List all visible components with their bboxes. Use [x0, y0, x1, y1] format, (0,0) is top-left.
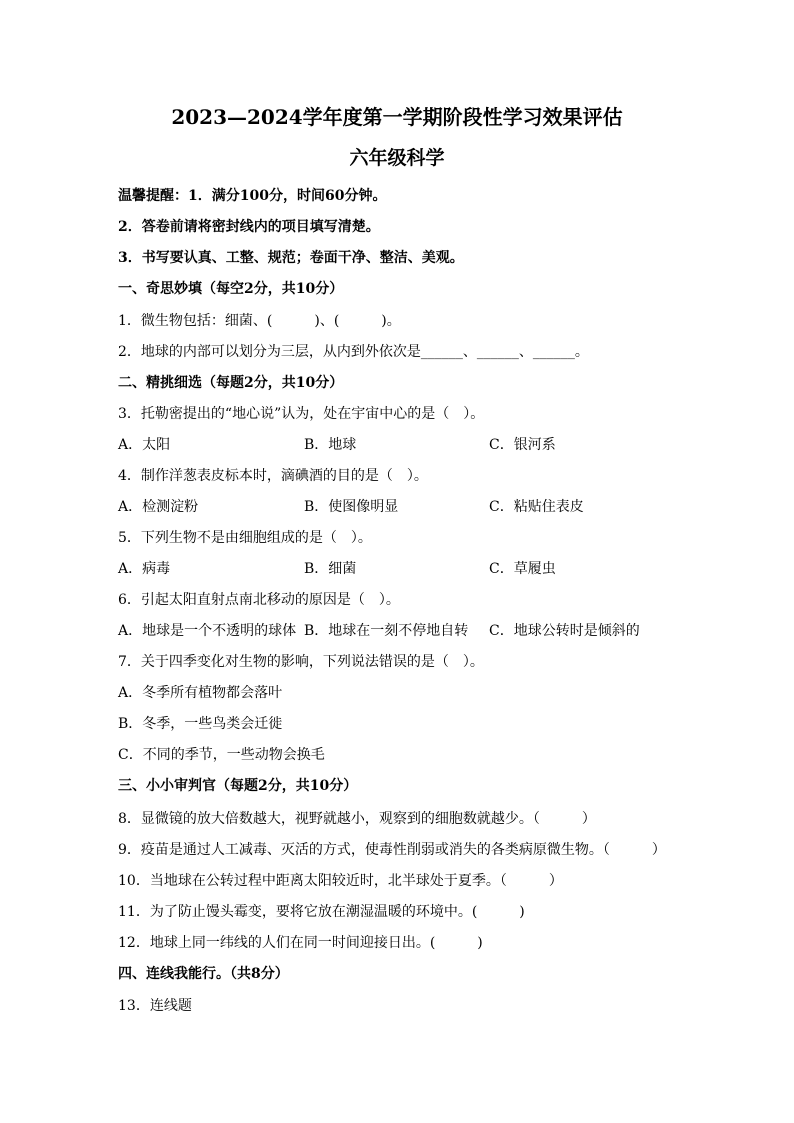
- tip-line-2: 2．答卷前请将密封线内的项目填写清楚。: [118, 219, 380, 235]
- exam-title: 2023—2024学年度第一学期阶段性学习效果评估: [171, 105, 623, 129]
- q5-option-b: B．细菌: [304, 561, 357, 577]
- q7-option-a: A．冬季所有植物都会落叶: [118, 685, 283, 701]
- section-heading-fill: 一、奇思妙填（每空2分，共10分）: [118, 281, 344, 297]
- exam-subtitle: 六年级科学: [349, 147, 445, 169]
- q5-option-c: C．草履虫: [489, 561, 556, 577]
- q6-option-c: C．地球公转时是倾斜的: [489, 623, 640, 639]
- q4-option-b: B．使图像明显: [304, 499, 399, 515]
- q7-option-b: B．冬季，一些鸟类会迁徙: [118, 716, 283, 732]
- question-3: 3．托勒密提出的“地心说”认为，处在宇宙中心的是（ ）。: [118, 406, 485, 422]
- q3-option-b: B．地球: [304, 437, 357, 453]
- question-7: 7．关于四季变化对生物的影响，下列说法错误的是（ ）。: [118, 654, 484, 670]
- question-11: 11．为了防止馒头霉变，要将它放在潮湿温暖的环境中。( ): [118, 904, 525, 920]
- question-9: 9．疫苗是通过人工减毒、灭活的方式，使毒性削弱或消失的各类病原微生物。（ ）: [118, 842, 666, 858]
- q6-option-b: B．地球在一刻不停地自转: [304, 623, 469, 639]
- tip-line-3: 3．书写要认真、工整、规范；卷面干净、整洁、美观。: [118, 250, 464, 266]
- section-heading-matching: 四、连线我能行。（共8分）: [118, 966, 289, 982]
- q4-option-a: A．检测淀粉: [118, 499, 199, 515]
- q6-option-a: A．地球是一个不透明的球体: [118, 623, 297, 639]
- question-5: 5．下列生物不是由细胞组成的是（ ）。: [118, 530, 372, 546]
- section-heading-choice: 二、精挑细选（每题2分，共10分）: [118, 375, 344, 391]
- question-13: 13．连线题: [118, 998, 192, 1014]
- q5-option-a: A．病毒: [118, 561, 171, 577]
- question-2: 2．地球的内部可以划分为三层，从内到外依次是______、______、______。: [118, 344, 589, 360]
- question-10: 10．当地球在公转过程中距离太阳较近时，北半球处于夏季。（ ）: [118, 873, 563, 889]
- question-4: 4．制作洋葱表皮标本时，滴碘酒的目的是（ ）。: [118, 468, 428, 484]
- section-heading-judge: 三、小小审判官（每题2分，共10分）: [118, 778, 358, 794]
- tip-line-1: 温馨提醒：1．满分100分，时间60分钟。: [118, 188, 387, 204]
- question-1: 1．微生物包括：细菌、( )、( )。: [118, 313, 401, 329]
- question-8: 8．显微镜的放大倍数越大，视野就越小，观察到的细胞数就越少。（ ）: [118, 811, 596, 827]
- q4-option-c: C．粘贴住表皮: [489, 499, 584, 515]
- q7-option-c: C．不同的季节，一些动物会换毛: [118, 747, 325, 763]
- question-6: 6．引起太阳直射点南北移动的原因是（ ）。: [118, 592, 400, 608]
- q3-option-c: C．银河系: [489, 437, 556, 453]
- q3-option-a: A．太阳: [118, 437, 171, 453]
- question-12: 12．地球上同一纬线的人们在同一时间迎接日出。( ): [118, 935, 483, 951]
